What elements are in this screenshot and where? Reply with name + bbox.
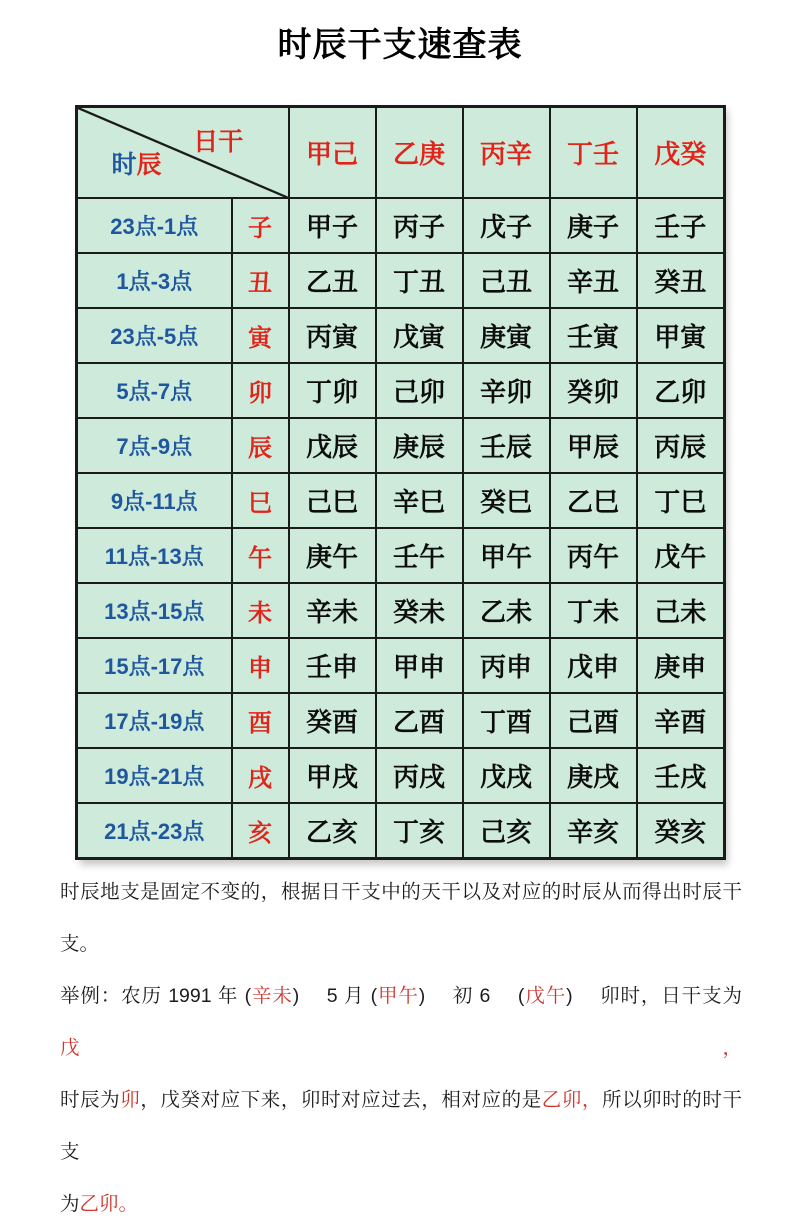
time-range-cell: 21点-23点 (77, 803, 232, 858)
ganzhi-cell: 癸酉 (289, 693, 376, 748)
ganzhi-cell: 辛亥 (550, 803, 637, 858)
ganzhi-cell: 丙寅 (289, 308, 376, 363)
note-text: ，戊癸对应下来，卯时对应过去，相对应的是 (140, 1088, 542, 1111)
corner-label-shi: 时 (111, 151, 137, 180)
note-text: 举例：农历 1991 年 ( (60, 984, 252, 1007)
ganzhi-cell: 癸巳 (463, 473, 550, 528)
ganzhi-cell: 丁亥 (376, 803, 463, 858)
ganzhi-cell: 戊寅 (376, 308, 463, 363)
note-highlight-text: 乙卯， (541, 1088, 603, 1111)
ganzhi-cell: 戊子 (463, 198, 550, 253)
earthly-branch-cell: 戌 (232, 748, 289, 803)
earthly-branch-cell: 未 (232, 583, 289, 638)
note-highlight-text: 戊午 (524, 984, 567, 1007)
ganzhi-cell: 己巳 (289, 473, 376, 528)
note-text: ) 初 6 ( (418, 984, 525, 1007)
table-row (77, 198, 725, 253)
note-text: 支。 (60, 932, 100, 955)
note-text: 时辰为 (60, 1088, 121, 1111)
ganzhi-cell: 丁未 (550, 583, 637, 638)
earthly-branch-cell: 辰 (232, 418, 289, 473)
ganzhi-cell: 壬戌 (637, 748, 725, 803)
stem-pair-header: 甲己 (289, 106, 376, 198)
table-row (77, 748, 725, 803)
ganzhi-cell: 辛巳 (376, 473, 463, 528)
ganzhi-cell: 庚午 (289, 528, 376, 583)
note-highlight-text: 甲午 (377, 984, 419, 1007)
ganzhi-cell: 壬辰 (463, 418, 550, 473)
note-highlight-text: 卯 (120, 1088, 141, 1111)
note-text: ) 卯时，日干支为 (566, 984, 742, 1007)
note-text: ) 5 月 ( (292, 984, 378, 1007)
note-highlight-text: 戊， (60, 1036, 742, 1059)
earthly-branch-cell: 子 (232, 198, 289, 253)
table-row (77, 528, 725, 583)
note-line (60, 1178, 742, 1230)
earthly-branch-cell: 丑 (232, 253, 289, 308)
ganzhi-cell: 庚寅 (463, 308, 550, 363)
earthly-branch-cell: 午 (232, 528, 289, 583)
time-range-cell: 15点-17点 (77, 638, 232, 693)
earthly-branch-cell: 亥 (232, 803, 289, 858)
ganzhi-cell: 乙亥 (289, 803, 376, 858)
ganzhi-cell: 己酉 (550, 693, 637, 748)
diagonal-divider-line (78, 108, 288, 198)
ganzhi-cell: 丙申 (463, 638, 550, 693)
ganzhi-table-body (77, 198, 725, 858)
ganzhi-cell: 丙戌 (376, 748, 463, 803)
ganzhi-table (75, 105, 726, 860)
ganzhi-cell: 壬申 (289, 638, 376, 693)
stem-pair-header: 丙辛 (463, 106, 550, 198)
table-row (77, 253, 725, 308)
table-row (77, 583, 725, 638)
time-range-cell: 19点-21点 (77, 748, 232, 803)
corner-label-rigan: 日干 (193, 127, 244, 156)
ganzhi-cell: 癸丑 (637, 253, 725, 308)
ganzhi-cell: 壬子 (637, 198, 725, 253)
time-range-cell: 7点-9点 (77, 418, 232, 473)
ganzhi-cell: 戊申 (550, 638, 637, 693)
time-range-cell: 23点-1点 (77, 198, 232, 253)
ganzhi-cell: 乙酉 (376, 693, 463, 748)
ganzhi-cell: 戊午 (637, 528, 725, 583)
table-row (77, 363, 725, 418)
ganzhi-cell: 甲午 (463, 528, 550, 583)
time-range-cell: 23点-5点 (77, 308, 232, 363)
time-range-cell: 5点-7点 (77, 363, 232, 418)
time-range-cell: 9点-11点 (77, 473, 232, 528)
earthly-branch-cell: 卯 (232, 363, 289, 418)
ganzhi-cell: 甲辰 (550, 418, 637, 473)
corner-label-chen: 辰 (136, 151, 162, 180)
ganzhi-cell: 丙子 (376, 198, 463, 253)
ganzhi-cell: 乙巳 (550, 473, 637, 528)
table-row (77, 638, 725, 693)
ganzhi-cell: 丁丑 (376, 253, 463, 308)
time-range-cell: 17点-19点 (77, 693, 232, 748)
ganzhi-cell: 辛丑 (550, 253, 637, 308)
ganzhi-cell: 壬寅 (550, 308, 637, 363)
ganzhi-cell: 庚戌 (550, 748, 637, 803)
ganzhi-cell: 庚辰 (376, 418, 463, 473)
ganzhi-cell: 丁酉 (463, 693, 550, 748)
earthly-branch-cell: 申 (232, 638, 289, 693)
earthly-branch-cell: 寅 (232, 308, 289, 363)
ganzhi-cell: 癸未 (376, 583, 463, 638)
stem-pair-header: 丁壬 (550, 106, 637, 198)
ganzhi-cell: 乙卯 (637, 363, 725, 418)
note-line (60, 1074, 742, 1178)
note-highlight-text: 乙卯。 (79, 1192, 139, 1215)
ganzhi-cell: 庚申 (637, 638, 725, 693)
ganzhi-cell: 壬午 (376, 528, 463, 583)
note-line (60, 970, 742, 1074)
ganzhi-cell: 辛酉 (637, 693, 725, 748)
ganzhi-cell: 己未 (637, 583, 725, 638)
note-text: 时辰地支是固定不变的，根据日干支中的天干以及对应的时辰从而得出时辰干 (60, 880, 742, 903)
ganzhi-cell: 己卯 (376, 363, 463, 418)
table-row (77, 308, 725, 363)
stem-pair-header: 乙庚 (376, 106, 463, 198)
note-text: 所以卯时的时干支 (60, 1088, 742, 1163)
ganzhi-cell: 辛卯 (463, 363, 550, 418)
ganzhi-cell: 丙午 (550, 528, 637, 583)
ganzhi-table-wrap (75, 105, 723, 860)
ganzhi-cell: 甲申 (376, 638, 463, 693)
time-range-cell: 1点-3点 (77, 253, 232, 308)
ganzhi-cell: 戊辰 (289, 418, 376, 473)
note-line (60, 866, 742, 918)
table-row (77, 418, 725, 473)
stem-pair-header: 戊癸 (637, 106, 725, 198)
note-line (60, 918, 742, 970)
earthly-branch-cell: 巳 (232, 473, 289, 528)
corner-header-cell (77, 106, 289, 198)
ganzhi-cell: 乙未 (463, 583, 550, 638)
table-row (77, 693, 725, 748)
ganzhi-cell: 癸亥 (637, 803, 725, 858)
ganzhi-cell: 庚子 (550, 198, 637, 253)
note-highlight-text: 辛未 (251, 984, 293, 1007)
page-title: 时辰干支速查表 (277, 26, 523, 64)
ganzhi-cell: 甲戌 (289, 748, 376, 803)
stem-header-row (77, 106, 725, 198)
ganzhi-cell: 甲寅 (637, 308, 725, 363)
ganzhi-cell: 甲子 (289, 198, 376, 253)
ganzhi-cell: 己亥 (463, 803, 550, 858)
notes (60, 866, 742, 1230)
earthly-branch-cell: 酉 (232, 693, 289, 748)
time-range-cell: 11点-13点 (77, 528, 232, 583)
ganzhi-cell: 丙辰 (637, 418, 725, 473)
corner-label-shichen (112, 145, 162, 181)
table-row (77, 803, 725, 858)
note-text: 为 (60, 1192, 80, 1215)
ganzhi-cell: 戊戌 (463, 748, 550, 803)
ganzhi-cell: 己丑 (463, 253, 550, 308)
ganzhi-cell: 乙丑 (289, 253, 376, 308)
ganzhi-cell: 丁卯 (289, 363, 376, 418)
ganzhi-cell: 辛未 (289, 583, 376, 638)
time-range-cell: 13点-15点 (77, 583, 232, 638)
ganzhi-cell: 丁巳 (637, 473, 725, 528)
table-row (77, 473, 725, 528)
ganzhi-cell: 癸卯 (550, 363, 637, 418)
